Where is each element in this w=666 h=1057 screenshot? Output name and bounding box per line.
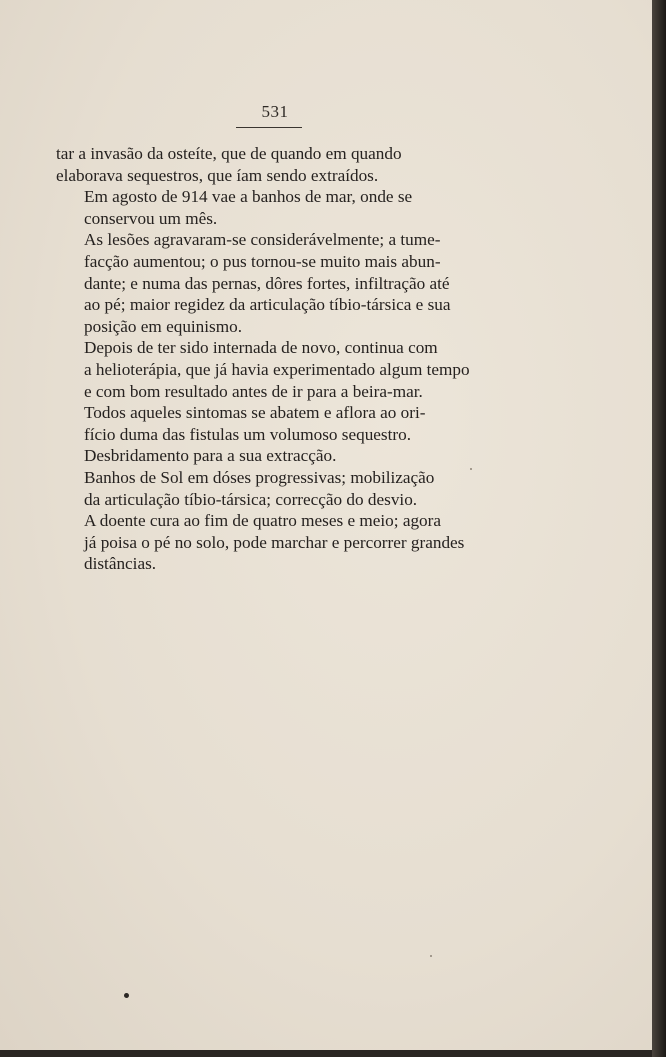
paper-speck — [430, 955, 432, 957]
text-line: Depois de ter sido internada de novo, continua com — [84, 338, 438, 358]
text-line: facção aumentou; o pus tornou-se muito mais abun- — [84, 251, 441, 271]
paper-speck — [470, 468, 472, 470]
text-line: já poisa o pé no solo, pode marchar e percorrer grandes — [84, 532, 465, 552]
paragraph — [56, 229, 486, 337]
text-line: tar a invasão da osteíte, que de quando em quando — [56, 144, 402, 163]
page-number-rule — [236, 127, 302, 128]
paragraph — [56, 467, 486, 510]
paragraph — [56, 337, 486, 402]
text-line: Banhos de Sol em dóses progressivas; mobilização — [84, 467, 435, 487]
text-line: elaborava sequestros, que íam sendo extraídos. — [56, 165, 379, 185]
text-line: ao pé; maior regidez da articulação tíbio-társica e sua — [84, 295, 451, 315]
text-line: a helioterápia, que já havia experimentado algum tempo — [84, 359, 470, 379]
text-line: da articulação tíbio-társica; correcção do desvio. — [84, 489, 418, 509]
paragraph — [56, 186, 486, 229]
text-line: dante; e numa das pernas, dôres fortes, infiltração até — [84, 273, 450, 293]
text-line: As lesões agravaram-se considerávelmente; a tume- — [84, 230, 441, 250]
text-line: fício duma das fistulas um volumoso sequestro. — [84, 424, 411, 444]
paragraph — [56, 402, 486, 445]
text-line: Todos aqueles sintomas se abatem e aflora ao ori- — [84, 403, 426, 423]
text-line: e com bom resultado antes de ir para a beira-mar. — [84, 381, 423, 401]
book-gutter-shadow — [652, 0, 666, 1057]
text-line: Em agosto de 914 vae a banhos de mar, onde se — [84, 187, 413, 207]
text-line: posição em equinismo. — [84, 316, 243, 336]
text-line: conservou um mês. — [84, 208, 218, 228]
page-number: 531 — [261, 102, 289, 121]
paragraph — [56, 445, 486, 467]
text-line: A doente cura ao fim de quatro meses e meio; agora — [84, 511, 441, 531]
body-text — [56, 143, 486, 575]
text-line: distâncias. — [84, 554, 157, 574]
paragraph — [56, 143, 486, 186]
text-line: Desbridamento para a sua extracção. — [84, 446, 337, 466]
paragraph — [56, 510, 486, 575]
ink-dot — [124, 993, 129, 998]
